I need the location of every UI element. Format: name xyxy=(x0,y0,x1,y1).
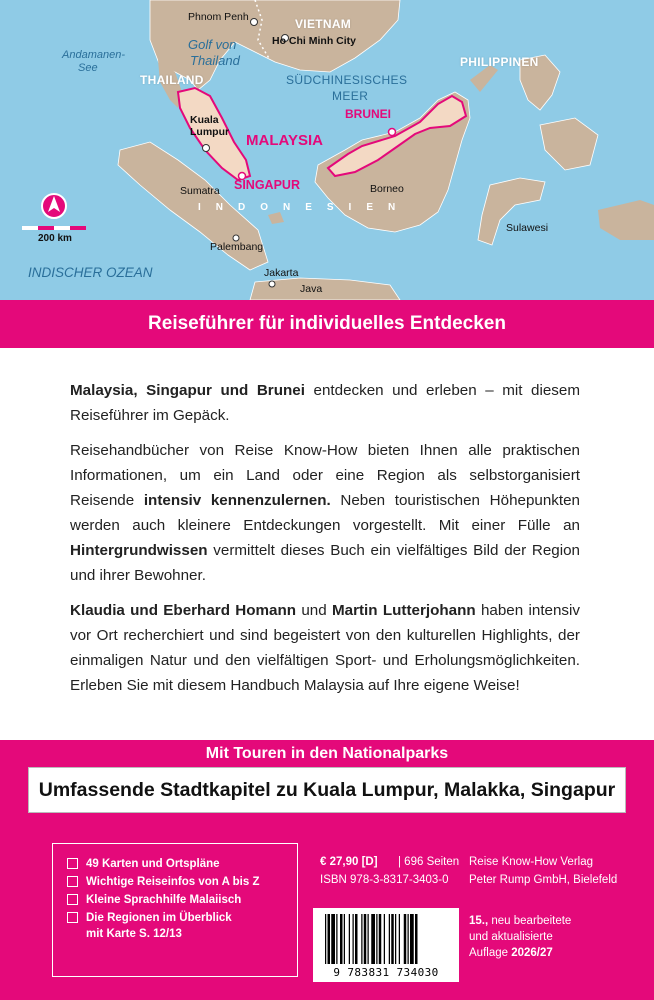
edition-line-1 xyxy=(469,914,571,929)
label-andamanen: Andamanen- xyxy=(62,49,125,61)
city-chapters-bar xyxy=(28,767,626,813)
p2-d: Hintergrundwissen xyxy=(70,542,208,559)
paragraph-1 xyxy=(70,378,580,428)
dot-brunei xyxy=(389,129,396,136)
tours-text: Mit Touren in den Nationalparks xyxy=(205,744,449,762)
land-palawan xyxy=(470,65,498,92)
label-phnom-penh: Phnom Penh xyxy=(188,11,249,23)
label-brunei: BRUNEI xyxy=(345,107,392,121)
feature-label-2: mit Karte S. 12/13 xyxy=(86,928,182,940)
barcode-bar xyxy=(336,914,337,964)
label-palembang: Palembang xyxy=(210,241,264,253)
edition-line-2: und aktualisierte xyxy=(469,931,553,943)
barcode-bar xyxy=(379,914,382,964)
dot-jakarta xyxy=(269,281,275,287)
dot-kuala-lumpur xyxy=(203,145,210,152)
label-philippinen: PHILIPPINEN xyxy=(460,55,539,69)
land-sulawesi xyxy=(478,178,545,245)
checkbox-icon xyxy=(67,858,78,869)
label-indischer-ozean: INDISCHER OZEAN xyxy=(28,265,153,280)
label-jakarta: Jakarta xyxy=(264,267,299,279)
publisher-2: Peter Rump GmbH, Bielefeld xyxy=(469,874,618,886)
barcode-bar xyxy=(395,914,396,964)
label-thailand: THAILAND xyxy=(140,73,204,87)
barcode-bar xyxy=(399,914,400,964)
edition-text-1: neu bearbeitete xyxy=(488,915,572,927)
edition-line-3 xyxy=(469,946,553,961)
label-singapur: SINGAPUR xyxy=(234,178,300,192)
barcode-bar xyxy=(340,914,343,964)
barcode-bars xyxy=(325,914,447,964)
edition-year: 2026/27 xyxy=(511,947,553,959)
label-borneo: Borneo xyxy=(370,183,404,195)
feature-item xyxy=(67,910,287,942)
description-text xyxy=(0,348,654,740)
label-scale: 200 km xyxy=(38,233,72,244)
barcode-bar xyxy=(368,914,369,964)
p3-a: Klaudia und Eberhard Homann xyxy=(70,602,297,619)
back-cover-footer xyxy=(0,813,654,1000)
p2-c: Neben touristischen Höhepunkten werden auch kleinere Entdeckungen vorgestellt. Mit einer Fülle an xyxy=(70,492,581,534)
feature-item xyxy=(67,856,287,872)
barcode-bar xyxy=(349,914,350,964)
barcode-bar xyxy=(328,914,331,964)
region-map xyxy=(0,0,654,300)
paragraph-2 xyxy=(70,438,580,588)
barcode xyxy=(313,908,459,982)
label-java: Java xyxy=(300,283,323,295)
p2-a: Reisehandbücher von Reise Know-How bieten Ihnen alle praktischen Informationen, um ein Land oder eine Region als selbstorganisiert Reisende xyxy=(70,442,580,509)
barcode-bar xyxy=(404,914,407,964)
barcode-bar xyxy=(361,914,362,964)
land-bangka xyxy=(268,212,284,224)
barcode-bar xyxy=(364,914,367,964)
label-golf-1: Golf von xyxy=(188,37,237,52)
p1-bold: Malaysia, Singapur und Brunei xyxy=(70,382,305,399)
feature-label: 49 Karten und Ortspläne xyxy=(86,858,220,870)
isbn: ISBN 978-3-8317-3403-0 xyxy=(320,874,449,886)
barcode-bar xyxy=(376,914,377,964)
label-malaysia: MALAYSIA xyxy=(246,132,323,149)
label-hcmc: Ho Chi Minh City xyxy=(272,35,356,47)
barcode-bar xyxy=(355,914,358,964)
barcode-bar xyxy=(371,914,375,964)
feature-label: Wichtige Reiseinfos von A bis Z xyxy=(86,876,260,888)
barcode-bar xyxy=(331,914,335,964)
barcode-bar xyxy=(325,914,326,964)
feature-label: Die Regionen im Überblick xyxy=(86,912,232,924)
land-mindanao xyxy=(540,118,598,170)
barcode-bar xyxy=(344,914,345,964)
label-vietnam: VIETNAM xyxy=(295,17,352,31)
label-sumatra: Sumatra xyxy=(180,185,220,197)
dot-phnom-penh xyxy=(251,19,258,26)
top-banner xyxy=(0,300,654,348)
label-indonesien: INDONESIEN xyxy=(198,202,411,213)
publisher-1: Reise Know-How Verlag xyxy=(469,856,594,868)
feature-list xyxy=(52,843,298,977)
barcode-bar xyxy=(384,914,385,964)
p2-e: vermittelt dieses Buch ein vielfältiges Bild der Region und ihrer Bewohner. xyxy=(70,542,580,584)
p3-d: haben intensiv vor Ort recherchiert und sind begeistert von den kulturellen Highlights, der einmaligen Natur und den vielfältigen Sport- und Erholungsmöglichkeiten. Erleben Sie mit diesem Handbuch Malaysia auf Ihre eigene Weise! xyxy=(70,602,580,694)
tours-bar xyxy=(176,740,478,767)
label-lumpur: Lumpur xyxy=(190,126,230,138)
paragraph-3 xyxy=(70,598,580,698)
barcode-bar xyxy=(408,914,409,964)
feature-label: Kleine Sprachhilfe Malaiisch xyxy=(86,894,242,906)
checkbox-icon xyxy=(67,876,78,887)
feature-item xyxy=(67,892,287,908)
barcode-bar xyxy=(391,914,394,964)
label-see: See xyxy=(78,62,98,74)
barcode-bar xyxy=(415,914,418,964)
barcode-bar xyxy=(410,914,414,964)
barcode-bar xyxy=(389,914,390,964)
edition-number: 15., xyxy=(469,915,489,927)
p1-rest: entdecken und erleben – mit diesem Reiseführer im Gepäck. xyxy=(70,382,581,424)
edition-text-3: Auflage xyxy=(469,947,512,959)
label-kuala: Kuala xyxy=(190,114,219,126)
checkbox-icon xyxy=(67,912,78,923)
checkbox-icon xyxy=(67,894,78,905)
barcode-digits: 9 783831 734030 xyxy=(333,966,439,979)
label-sulawesi: Sulawesi xyxy=(506,222,549,234)
p2-b: intensiv kennenzulernen. xyxy=(143,492,331,509)
price: € 27,90 [D] xyxy=(320,856,378,868)
land-east-islands xyxy=(598,200,654,240)
feature-item xyxy=(67,874,287,890)
p3-c: Martin Lutterjohann xyxy=(331,602,476,619)
label-meer: MEER xyxy=(332,89,369,103)
label-suedchinesisches: SÜDCHINESISCHES xyxy=(286,73,408,87)
page-count: | 696 Seiten xyxy=(398,856,460,868)
banner-text: Reiseführer für individuelles Entdecken xyxy=(148,313,506,334)
p3-b: und xyxy=(296,602,332,619)
barcode-bar xyxy=(353,914,354,964)
city-chapters-text: Umfassende Stadtkapitel zu Kuala Lumpur, Malakka, Singapur xyxy=(38,778,616,801)
label-golf-2: Thailand xyxy=(190,53,240,68)
